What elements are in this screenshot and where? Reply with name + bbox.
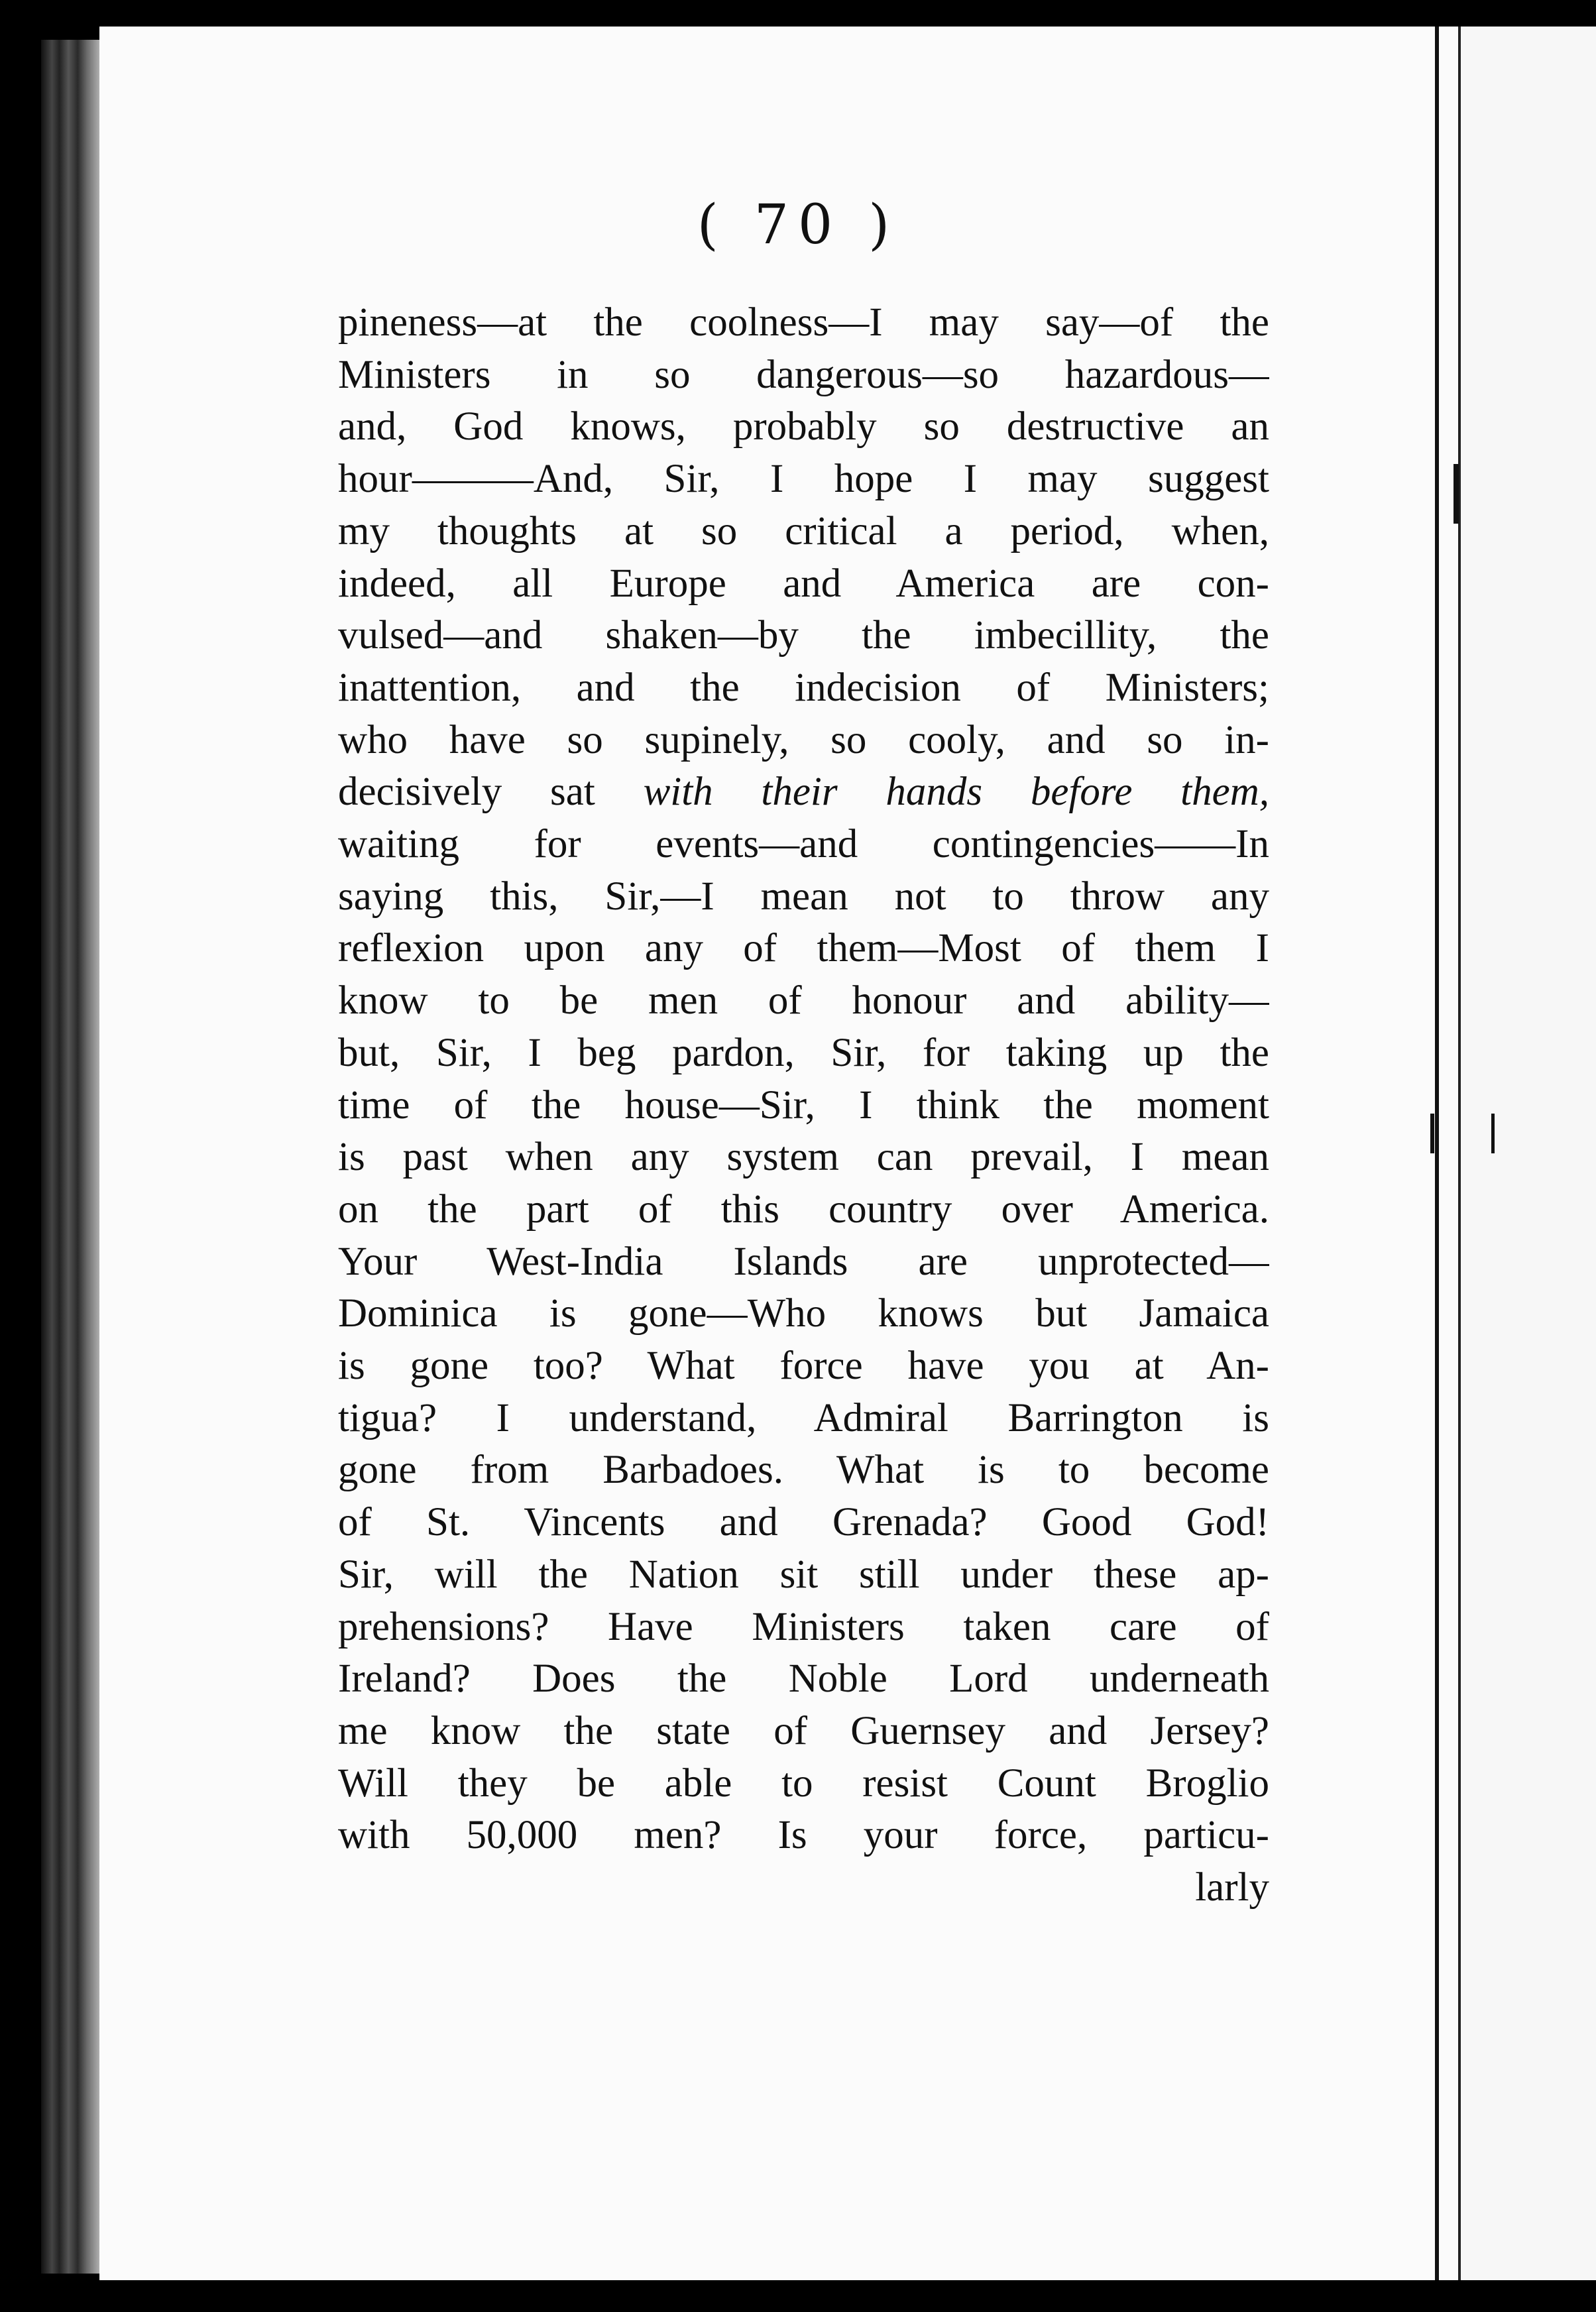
text-line: saying this, Sir,—I mean not to throw any	[338, 874, 1269, 919]
book-spine	[41, 40, 102, 2274]
body-text	[338, 297, 1269, 1914]
italic-phrase: with their hands before them,	[643, 770, 1269, 815]
text-line: hour———And, Sir, I hope I may suggest	[338, 457, 1269, 502]
text-line: know to be men of honour and ability—	[338, 978, 1269, 1023]
text-line: on the part of this country over America.	[338, 1186, 1269, 1232]
text-line: prehensions? Have Ministers taken care of	[338, 1604, 1269, 1649]
text-line: Ireland? Does the Noble Lord underneath	[338, 1656, 1269, 1702]
gutter-mark	[1491, 1114, 1495, 1153]
catchword: larly	[1195, 1865, 1269, 1910]
text-line: of St. Vincents and Grenada? Good God!	[338, 1500, 1269, 1545]
text-line: time of the house—Sir, I think the moment	[338, 1082, 1269, 1127]
page-number: ( 70 )	[697, 194, 899, 257]
text-line: reflexion upon any of them—Most of them I	[338, 926, 1269, 971]
facing-page-edge	[1458, 27, 1596, 2280]
text-line: me know the state of Guernsey and Jersey?	[338, 1708, 1269, 1753]
text-line: pineness—at the coolness—I may say—of the	[338, 300, 1269, 345]
text-line: Your West-India Islands are unprotected—	[338, 1239, 1269, 1284]
gutter-mark	[1430, 1114, 1434, 1153]
text-line: Will they be able to resist Count Broglio	[338, 1761, 1269, 1806]
text-segment: decisively sat	[338, 770, 595, 815]
text-line: Ministers in so dangerous—so hazardous—	[338, 352, 1269, 397]
text-line: indeed, all Europe and America are con-	[338, 561, 1269, 606]
text-line: who have so supinely, so cooly, and so in-	[338, 717, 1269, 762]
text-line: but, Sir, I beg pardon, Sir, for taking up the	[338, 1030, 1269, 1075]
gutter-mark	[1454, 464, 1459, 524]
text-line: Sir, will the Nation sit still under these ap-	[338, 1552, 1269, 1597]
text-line: inattention, and the indecision of Ministers;	[338, 665, 1269, 710]
text-line: waiting for events—and contingencies——In	[338, 822, 1269, 867]
text-line-with-italic	[338, 766, 1269, 819]
text-line: is gone too? What force have you at An-	[338, 1344, 1269, 1389]
text-line: vulsed—and shaken—by the imbecillity, the	[338, 613, 1269, 658]
text-line: Dominica is gone—Who knows but Jamaica	[338, 1291, 1269, 1336]
text-line: gone from Barbadoes. What is to become	[338, 1448, 1269, 1493]
text-line: is past when any system can prevail, I mean	[338, 1135, 1269, 1180]
text-line: and, God knows, probably so destructive an	[338, 404, 1269, 449]
text-line: with 50,000 men? Is your force, particu-	[338, 1813, 1269, 1858]
text-line: my thoughts at so critical a period, when,	[338, 508, 1269, 553]
text-line: tigua? I understand, Admiral Barrington is	[338, 1395, 1269, 1440]
page-edge	[1435, 27, 1459, 2280]
